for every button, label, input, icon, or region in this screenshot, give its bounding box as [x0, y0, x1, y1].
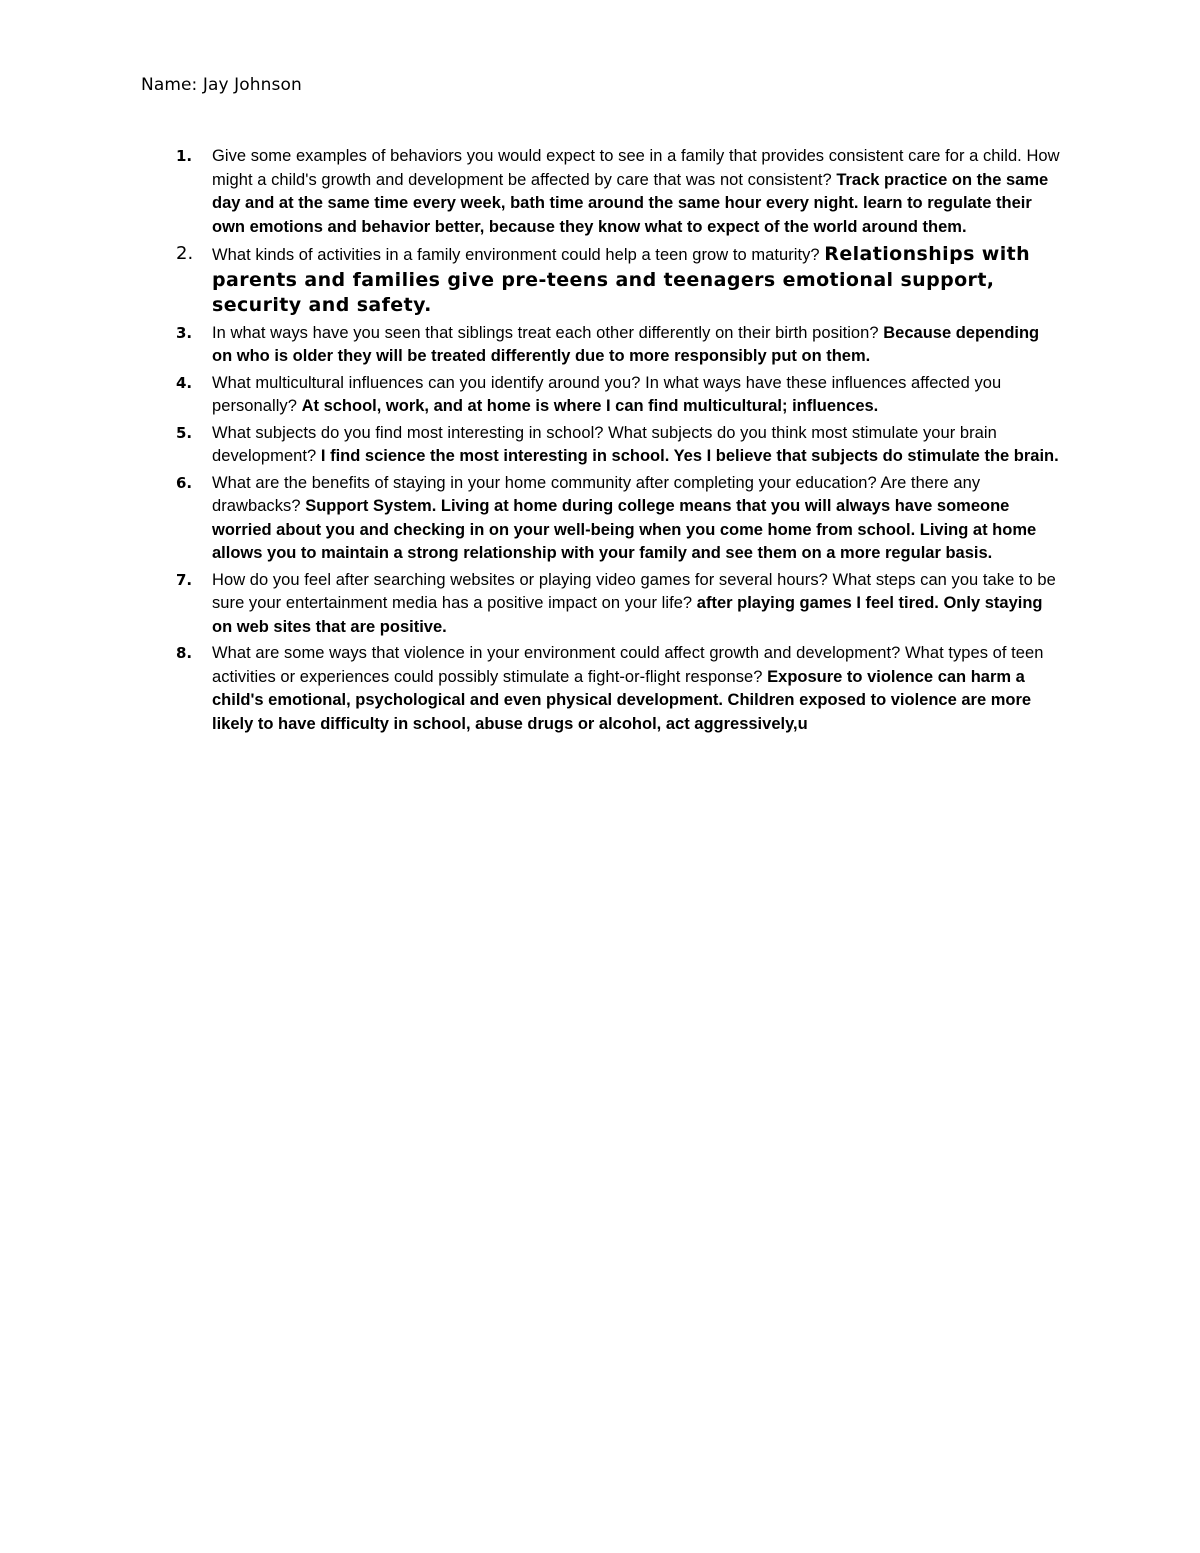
question-item-2 [0, 242, 1200, 319]
answer-text: Because depending on who is older they will be treated differently due to more responsibly put on them. [212, 323, 1040, 365]
question-item-4 [0, 372, 1200, 419]
question-text: What are some ways that violence in your environment could affect growth and development? What types of teen activities or experiences could possibly stimulate a fight-or-flight response? [212, 644, 1044, 686]
item-number: 8. [176, 644, 193, 662]
answer-text: Track practice on the same day and at the same time every week, bath time around the same hour every night. learn to regulate their own emotions and behavior better, because they know what to expect of the world around them. [212, 170, 1049, 236]
question-list [0, 145, 1200, 739]
question-text: In what ways have you seen that siblings treat each other differently on their birth position? [212, 323, 884, 342]
answer-text: after playing games I feel tired. Only staying on web sites that are positive. [212, 594, 1043, 636]
answer-text: Support System. Living at home during college means that you will always have someone worried about you and checking in on your well-being when you come home from school. Living at home allows you to maintain a strong relationship with your family and see them on a more regular basis. [212, 497, 1037, 562]
student-name: Name: Jay Johnson [141, 75, 302, 95]
question-item-3 [0, 322, 1200, 369]
question-text: How do you feel after searching websites or playing video games for several hours? What steps can you take to be sure your entertainment media has a positive impact on your life? [212, 570, 1056, 612]
question-item-6 [0, 472, 1200, 566]
answer-text: Relationships with parents and families give pre-teens and teenagers emotional support, security and safety. [212, 243, 1031, 316]
question-text: Give some examples of behaviors you would expect to see in a family that provides consistent care for a child. How might a child's growth and development be affected by care that was not consistent? [212, 147, 1060, 189]
question-item-8 [0, 642, 1200, 736]
item-number: 2. [176, 243, 194, 264]
question-text: What subjects do you find most interesting in school? What subjects do you think most stimulate your brain development? [212, 423, 997, 465]
question-item-5 [0, 422, 1200, 469]
item-number: 4. [176, 373, 193, 392]
question-text: What multicultural influences can you identify around you? In what ways have these influences affected you personally? [212, 373, 1002, 415]
item-number: 5. [176, 423, 193, 442]
answer-text: At school, work, and at home is where I can find multicultural; influences. [301, 397, 879, 415]
question-item-1 [0, 145, 1200, 239]
question-text: What kinds of activities in a family environment could help a teen grow to maturity? [212, 246, 825, 264]
item-number: 3. [176, 323, 193, 342]
answer-text: Exposure to violence can harm a child's emotional, psychological and even physical development. Children exposed to violence are more likely to have difficulty in school, abuse drugs or alcohol, act aggressively,u [212, 667, 1032, 733]
question-text: What are the benefits of staying in your home community after completing your education? Are there any drawbacks? [212, 473, 981, 515]
item-number: 1. [176, 147, 193, 165]
answer-text: I find science the most interesting in school. Yes I believe that subjects do stimulate the brain. [320, 447, 1059, 465]
item-number: 7. [176, 570, 193, 589]
item-number: 6. [176, 473, 193, 492]
question-item-7 [0, 569, 1200, 640]
